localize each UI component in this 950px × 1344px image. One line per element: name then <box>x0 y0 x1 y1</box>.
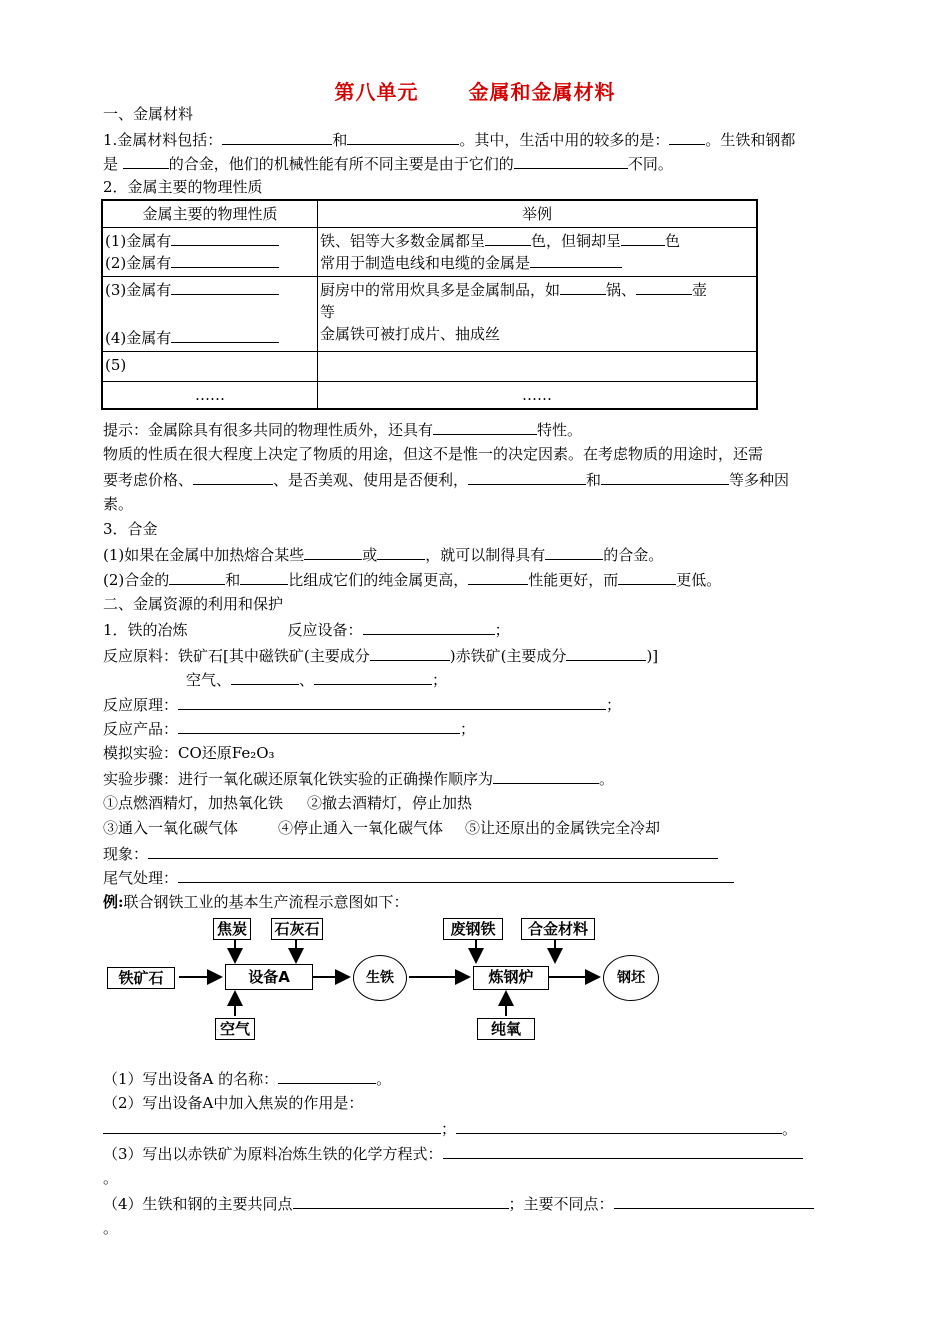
answer-blank[interactable] <box>293 1193 509 1209</box>
answer-blank[interactable] <box>178 718 460 734</box>
answer-blank[interactable] <box>240 569 288 585</box>
tip-text: 物质的性质在很大程度上决定了物质的用途，但这不是惟一的决定因素。在考虑物质的用途时，还需 <box>103 445 764 463</box>
question-a-4: （4）生铁和钢的主要共同点 ；主要不同点： <box>103 1193 814 1214</box>
answer-blank[interactable] <box>560 279 606 295</box>
answer-blank[interactable] <box>370 645 450 661</box>
table-cell: (5) <box>102 352 318 382</box>
alloy-heading: 3．合金 <box>103 520 158 538</box>
raw-materials-line-2: 空气、 、 ； <box>186 671 448 689</box>
iron-ore-box: 铁矿石 <box>107 967 175 989</box>
answer-blank[interactable] <box>493 768 599 784</box>
answer-blank[interactable] <box>566 645 646 661</box>
answer-blank[interactable] <box>193 469 273 485</box>
answer-blank[interactable] <box>468 569 528 585</box>
table-cell <box>318 352 758 382</box>
answer-blank[interactable] <box>618 569 676 585</box>
answer-blank[interactable] <box>530 252 622 268</box>
steps-options-2: ③通入一氧化碳气体 ④停止通入一氧化碳气体 ⑤让还原出的金属铁完全冷却 <box>103 819 661 837</box>
answer-blank[interactable] <box>485 230 531 246</box>
pig-iron-circle: 生铁 <box>353 955 407 1001</box>
answer-blank[interactable] <box>304 544 362 560</box>
limestone-box: 石灰石 <box>271 918 323 940</box>
tail-gas-line: 尾气处理： <box>103 867 734 888</box>
example-line: 例:联合钢铁工业的基本生产流程示意图如下： <box>103 893 409 911</box>
answer-blank[interactable] <box>171 279 279 295</box>
answer-blank[interactable] <box>433 419 537 435</box>
answer-blank[interactable] <box>636 279 692 295</box>
answer-blank[interactable] <box>178 694 606 710</box>
answer-blank[interactable] <box>545 544 603 560</box>
pure-oxygen-box: 纯氧 <box>477 1018 535 1040</box>
question-2-heading: 2．金属主要的物理性质 <box>103 178 263 196</box>
scrap-steel-box: 废钢铁 <box>443 918 503 940</box>
steps-line: 实验步骤：进行一氧化碳还原氧化铁实验的正确操作顺序为 。 <box>103 770 615 788</box>
air-box: 空气 <box>215 1018 255 1040</box>
question-1-line-2: 是 的合金，他们的机械性能有所不同主要是由于它们的 不同。 <box>103 155 673 173</box>
product-line: 反应产品： ； <box>103 720 476 738</box>
question-1-line: 1.金属材料包括： 和 。其中，生活中用的较多的是： 。生铁和钢都 <box>103 131 796 149</box>
answer-blank[interactable] <box>456 1118 782 1134</box>
question-a-2: （2）写出设备A中加入焦炭的作用是： <box>103 1094 364 1112</box>
answer-blank[interactable] <box>222 129 332 145</box>
tip-line-2: 要考虑价格、 、是否美观、使用是否便利， 和 等多种因 <box>103 471 790 489</box>
answer-blank[interactable] <box>614 1193 814 1209</box>
answer-blank[interactable] <box>377 544 425 560</box>
answer-blank[interactable] <box>363 619 495 635</box>
answer-blank[interactable] <box>443 1143 803 1159</box>
answer-blank[interactable] <box>601 469 729 485</box>
table-cell: …… <box>102 382 318 410</box>
answer-blank[interactable] <box>314 669 432 685</box>
tip-text-end: 素。 <box>103 495 134 513</box>
answer-blank[interactable] <box>171 327 279 343</box>
table-cell: 铁、铝等大多数金属都呈 色，但铜却呈 色 常用于制造电线和电缆的金属是 <box>318 228 758 277</box>
alloy-material-box: 合金材料 <box>521 918 595 940</box>
answer-blank[interactable] <box>171 252 279 268</box>
principle-line: 反应原理： ； <box>103 696 622 714</box>
answer-blank[interactable] <box>514 153 628 169</box>
table-cell: (3)金属有 (4)金属有 <box>102 277 318 352</box>
question-a-4-end: 。 <box>103 1219 119 1237</box>
steel-furnace-box: 炼钢炉 <box>473 966 549 990</box>
answer-blank[interactable] <box>347 129 459 145</box>
page-title: 第八单元 金属和金属材料 <box>334 80 616 104</box>
equipment-a-box: 设备A <box>225 964 313 990</box>
question-a-1: （1）写出设备A 的名称： 。 <box>103 1070 392 1088</box>
phenomenon-line: 现象： <box>103 843 718 864</box>
question-a-2-answer: ； 。 <box>103 1118 797 1139</box>
answer-blank[interactable] <box>669 129 705 145</box>
steel-flowchart <box>103 910 663 1045</box>
answer-blank[interactable] <box>231 669 299 685</box>
table-header: 金属主要的物理性质 <box>102 200 318 228</box>
answer-blank[interactable] <box>178 867 734 883</box>
physical-properties-table <box>101 199 758 410</box>
question-a-3: （3）写出以赤铁矿为原料冶炼生铁的化学方程式： <box>103 1143 803 1164</box>
steel-billet-circle: 钢坯 <box>603 955 659 1001</box>
table-cell: 厨房中的常用炊具多是金属制品，如 锅、 壶 等 金属铁可被打成片、抽成丝 <box>318 277 758 352</box>
answer-blank[interactable] <box>171 230 279 246</box>
answer-blank[interactable] <box>148 843 718 859</box>
iron-smelting-line: 1．铁的冶炼 反应设备： ； <box>103 621 510 639</box>
table-cell: (1)金属有 (2)金属有 <box>102 228 318 277</box>
section-2-heading: 二、金属资源的利用和保护 <box>103 595 284 613</box>
steps-options-1: ①点燃酒精灯，加热氧化铁 ②撤去酒精灯，停止加热 <box>103 794 473 812</box>
section-1-heading: 一、金属材料 <box>103 105 194 123</box>
raw-materials-line: 反应原料：铁矿石[其中磁铁矿(主要成分 )赤铁矿(主要成分 )] <box>103 647 659 665</box>
answer-blank[interactable] <box>103 1118 441 1134</box>
alloy-line-2: (2)合金的 和 比组成它们的纯金属更高， 性能更好，而 更低。 <box>103 571 722 589</box>
answer-blank[interactable] <box>278 1068 376 1084</box>
answer-blank[interactable] <box>468 469 586 485</box>
simulation-line: 模拟实验：CO还原Fe₂O₃ <box>103 744 275 762</box>
coke-box: 焦炭 <box>213 918 251 940</box>
answer-blank[interactable] <box>169 569 225 585</box>
table-header: 举例 <box>318 200 758 228</box>
alloy-line-1: (1)如果在金属中加热熔合某些 或 ，就可以制得具有 的合金。 <box>103 546 664 564</box>
answer-blank[interactable] <box>621 230 665 246</box>
question-a-3-end: 。 <box>103 1169 119 1187</box>
table-cell: …… <box>318 382 758 410</box>
answer-blank[interactable] <box>123 153 169 169</box>
tip-line: 提示：金属除具有很多共同的物理性质外，还具有 特性。 <box>103 421 583 439</box>
